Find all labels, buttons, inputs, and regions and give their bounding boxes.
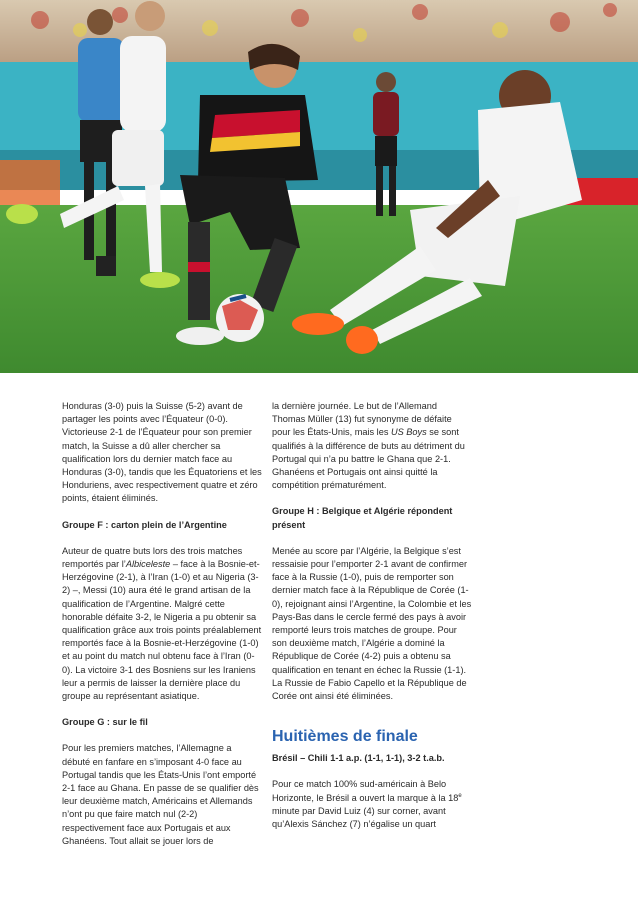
background-player (373, 72, 399, 216)
heading-brazil-chile: Brésil – Chili 1-1 a.p. (1-1, 1-1), 3-2 t.a.b. (272, 753, 445, 764)
paragraph-group-g-end: la dernière journée. Le but de l’Allemand Thomas Müller (13) fut synonyme de défaite pour les États-Unis, mais les US Boys se sont qualifiés à la différence de buts au détriment du Portugal qui n’a pu battre le Ghana que 2-1. Ghanéens et Portugais ont ainsi quitté la compétition prématurément. (272, 401, 465, 491)
left-column (62, 400, 262, 848)
heading-group-h: Groupe H : Belgique et Algérie répondent présent (272, 506, 453, 530)
match-photo (0, 0, 638, 373)
right-column (272, 400, 472, 831)
paragraph-group-f: Auteur de quatre buts lors des trois matches remportés par l’Albiceleste – face à la Bosnie-et-Herzégovine (2-1), à l’Iran (1-0) et au Nigeria (3-2) –, Messi (10) aura été le grand artisan de la qualification de l’Argentine. Malgré cette honorable défaite 3-2, le Nigeria a pu obtenir sa qualification grâce aux trois points préalablement remportés face à la Bosnie-et-Herzégovine (1-0) et au point du match nul obtenu face à l’Iran (0-0). La victoire 3-1 des Bosniens sur les Iraniens leur a permis de laisser la dernière place du groupe au représentant asiatique. (62, 545, 262, 702)
football (216, 294, 264, 342)
paragraph-brazil-chile: Pour ce match 100% sud-américain à Belo Horizonte, le Brésil a ouvert la marque à la 18e minute par David Luiz (4) sur corner, avant qu’Alexis Sánchez (7) n’égalise un quart (272, 779, 462, 830)
paragraph-group-e-end: Honduras (3-0) puis la Suisse (5-2) avant de partager les points avec l’Équateur (0-0). Victorieuse 2-1 de l’Équateur pour son premier match, la Suisse a dû aller chercher sa qualification lors du dernier match face au Honduras (3-0), tandis que les Équatoriens et les Honduriens, avec respectivement quatre et zéro points, étaient éliminés. (62, 401, 262, 504)
paragraph-group-h: Menée au score par l’Algérie, la Belgique s’est ressaisie pour l’emporter 2-1 avant de confirmer face à la Russie (1-0), puis de remporter son dernier match face à la République de Corée (1-0), rejoignant ainsi l’Argentine, la Colombie et les Pays-Bas dans le cercle fermé des pays à avoir remporté leurs trois matches de groupe. Pour son deuxième match, l’Algérie a dominé la République de Corée (4-2) puis a obtenu sa qualification en tenant en échec la Russie (1-1). La Russie de Fabio Capello et la République de Corée ont ainsi été éliminées. (272, 545, 472, 702)
italic-us-boys: US Boys (390, 427, 427, 438)
pitch (0, 205, 638, 373)
heading-group-g: Groupe G : sur le fil (62, 717, 148, 728)
italic-albiceleste: Albiceleste (125, 559, 171, 570)
section-title: Huitièmes de finale (272, 728, 418, 746)
paragraph-group-g: Pour les premiers matches, l’Allemagne a débuté en fanfare en s’imposant 4-0 face au Portugal tandis que les États-Unis l’ont emporté 2-1 face au Ghana. En passe de se qualifier dès leur deuxième match, Américains et Allemands n’ont pu que faire match nul (2-2) respectivement face aux Portugais et aux Ghanéens. Tout allait se jouer lors de (62, 743, 259, 846)
heading-group-f: Groupe F : carton plein de l’Argentine (62, 519, 227, 530)
